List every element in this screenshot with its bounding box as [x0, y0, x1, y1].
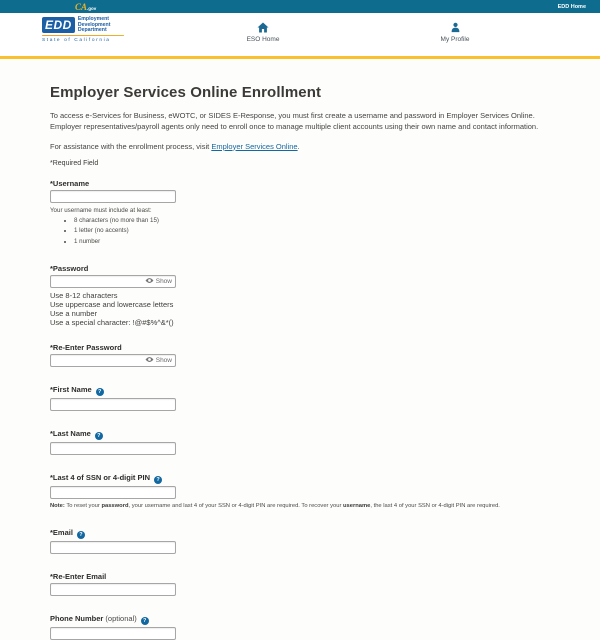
password-field-wrap	[50, 275, 176, 288]
username-requirements-list	[50, 218, 550, 246]
username-label: *Username	[50, 179, 550, 188]
phone-input[interactable]	[50, 627, 176, 640]
password-label: *Password	[50, 264, 550, 273]
reenter-email-label: *Re-Enter Email	[50, 572, 550, 581]
reenter-email-input[interactable]	[50, 583, 176, 596]
username-requirement: • 1 letter (no accents)	[74, 228, 550, 235]
nav-my-profile-label: My Profile	[441, 36, 470, 43]
required-field-note: *Required Field	[50, 160, 550, 167]
first-name-label: *First Name ?	[50, 385, 550, 396]
nav-eso-home-label: ESO Home	[247, 36, 280, 43]
page-title: Employer Services Online Enrollment	[50, 59, 550, 101]
reenter-password-show-button[interactable]: Show	[145, 356, 175, 365]
first-name-input[interactable]	[50, 398, 176, 411]
eye-icon	[145, 277, 156, 286]
nav-my-profile[interactable]	[425, 21, 485, 43]
edd-logo-state: State of California	[42, 38, 127, 43]
password-show-button[interactable]: Show	[145, 277, 175, 286]
site-header	[0, 13, 600, 56]
email-input[interactable]	[50, 541, 176, 554]
ssn-pin-note: Note: To reset your password, your username and last 4 of your SSN or 4-digit PIN are required. To recover your username, the last 4 of your SSN or 4-digit PIN are required.	[50, 503, 550, 510]
topbar	[0, 0, 600, 13]
ssn-pin-help-icon[interactable]: ?	[154, 476, 162, 484]
edd-logo[interactable]	[42, 17, 127, 43]
nav-eso-home[interactable]	[233, 21, 293, 43]
edd-logo-top	[42, 17, 127, 34]
ssn-pin-label: *Last 4 of SSN or 4-digit PIN ?	[50, 473, 550, 484]
edd-logo-department: Employment Development Department	[78, 17, 111, 34]
username-requirement: • 1 number	[74, 239, 550, 246]
ssn-pin-group	[50, 473, 550, 510]
eye-icon	[145, 356, 156, 365]
username-hint-title: Your username must include at least:	[50, 207, 550, 214]
username-requirement: • 8 characters (no more than 15)	[74, 218, 550, 225]
password-group	[50, 264, 550, 327]
last-name-group	[50, 429, 550, 455]
edd-logo-abbr: EDD	[42, 17, 75, 33]
password-input[interactable]	[51, 276, 145, 287]
ca-gov-logo[interactable]: CA.gov	[75, 0, 96, 15]
intro-text: To access e-Services for Business, eWOTC, or SIDES E-Response, you must first create a username and password in Employer Services Online. Employer representatives/payroll agents only need to enroll once to manage multiple client accounts using their own name and contact information.	[50, 110, 550, 132]
assistance-text: For assistance with the enrollment process, visit Employer Services Online.	[50, 142, 550, 151]
home-icon	[257, 21, 269, 33]
phone-group	[50, 614, 550, 640]
last-name-help-icon[interactable]: ?	[95, 432, 103, 440]
phone-label: Phone Number (optional) ?	[50, 614, 550, 625]
employer-services-online-link[interactable]: Employer Services Online	[211, 142, 297, 151]
person-icon	[450, 21, 461, 33]
phone-help-icon[interactable]: ?	[141, 617, 149, 625]
reenter-password-group	[50, 343, 550, 367]
reenter-password-input[interactable]	[51, 355, 145, 366]
email-label: *Email ?	[50, 528, 550, 539]
main-content	[0, 59, 600, 640]
username-group	[50, 179, 550, 246]
first-name-help-icon[interactable]: ?	[96, 388, 104, 396]
last-name-input[interactable]	[50, 442, 176, 455]
password-requirements: Use 8-12 characters Use uppercase and lowercase letters Use a number Use a special character: !@#$%^&*()	[50, 291, 550, 327]
edd-logo-swoosh	[42, 35, 124, 37]
reenter-email-group	[50, 572, 550, 596]
email-group	[50, 528, 550, 554]
reenter-password-label: *Re-Enter Password	[50, 343, 550, 352]
ssn-pin-input[interactable]	[50, 486, 176, 499]
email-help-icon[interactable]: ?	[77, 531, 85, 539]
edd-home-link[interactable]: EDD Home	[558, 4, 586, 10]
last-name-label: *Last Name ?	[50, 429, 550, 440]
ca-gov-logo-text: CA	[75, 2, 87, 12]
reenter-password-field-wrap	[50, 354, 176, 367]
first-name-group	[50, 385, 550, 411]
username-input[interactable]	[50, 190, 176, 203]
